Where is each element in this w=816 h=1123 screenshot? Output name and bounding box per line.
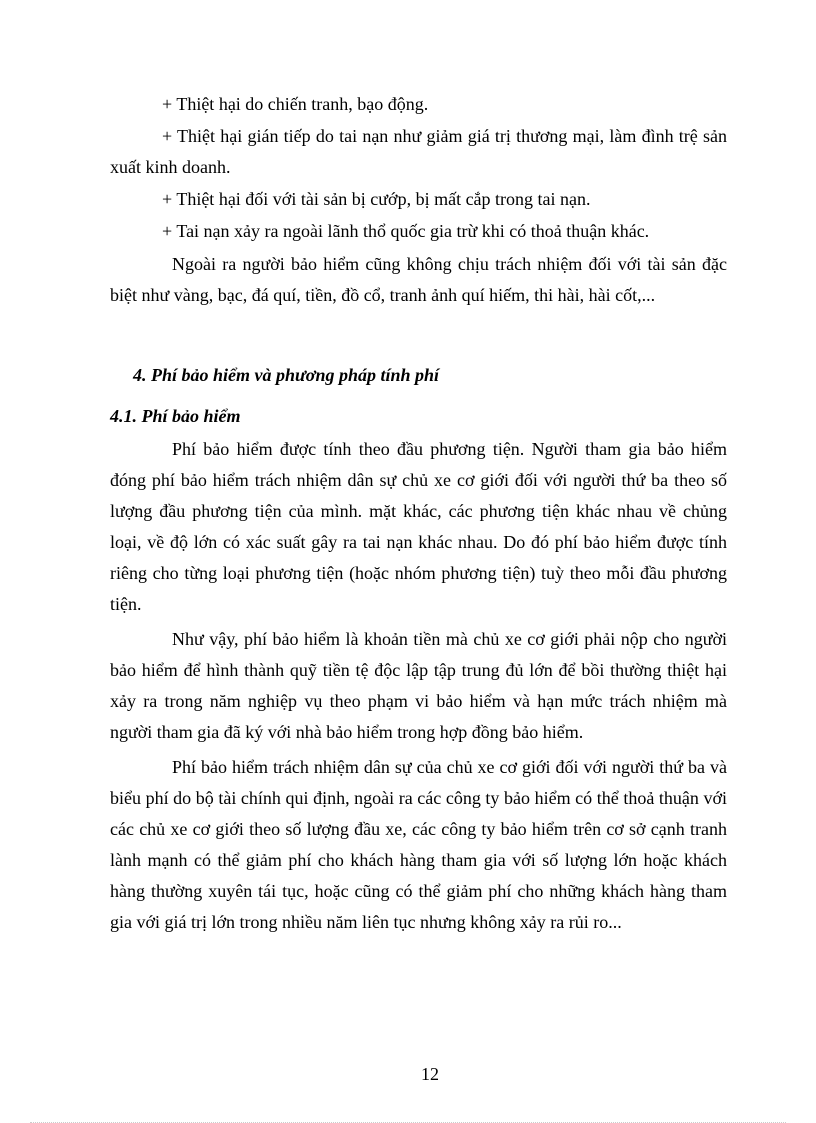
list-item: + Tai nạn xảy ra ngoài lãnh thổ quốc gia trừ khi có thoả thuận khác.: [162, 221, 650, 241]
paragraph: Phí bảo hiểm trách nhiệm dân sự của chủ xe cơ giới đối với người thứ ba và biểu phí do bộ tài chính qui định, ngoài ra các công ty bảo hiểm có thể thoả thuận với các chủ xe cơ giới theo số lượng đầu xe, các công ty bảo hiểm trên cơ sở cạnh tranh lành mạnh có thể giảm phí cho khách hàng tham gia với số lượng lớn hoặc khách hàng thường xuyên tái tục, hoặc cũng có thể giảm phí cho những khách hàng tham gia với giá trị lớn trong nhiều năm liên tục nhưng không xảy ra rủi ro...: [110, 757, 727, 932]
list-item: + Thiệt hại đối với tài sản bị cướp, bị mất cắp trong tai nạn.: [162, 189, 591, 209]
exclusion-list: [110, 89, 727, 311]
list-item: + Thiệt hại do chiến tranh, bạo động.: [162, 94, 429, 114]
sub-heading: 4.1. Phí bảo hiểm: [110, 406, 241, 426]
intro-paragraph: Ngoài ra người bảo hiểm cũng không chịu trách nhiệm đối với tài sản đặc biệt như vàng, bạc, đá quí, tiền, đồ cổ, tranh ảnh quí hiếm, thi hài, hài cốt,...: [110, 254, 727, 305]
list-item: + Thiệt hại gián tiếp do tai nạn như giảm giá trị thương mại, làm đình trệ sản xuất kinh doanh.: [110, 126, 727, 177]
section-heading: 4. Phí bảo hiểm và phương pháp tính phí: [133, 365, 440, 385]
paragraph: Phí bảo hiểm được tính theo đầu phương tiện. Người tham gia bảo hiểm đóng phí bảo hiểm trách nhiệm dân sự chủ xe cơ giới đối với người thứ ba theo số lượng đầu phương tiện của mình. mặt khác, các phương tiện khác nhau về chủng loại, về độ lớn có xác suất gây ra tai nạn khác nhau. Do đó phí bảo hiểm được tính riêng cho từng loại phương tiện (hoặc nhóm phương tiện) tuỳ theo mỗi đầu phương tiện.: [110, 439, 727, 614]
page-number: 12: [421, 1064, 439, 1084]
body-text: [110, 434, 727, 942]
paragraph: Như vậy, phí bảo hiểm là khoản tiền mà chủ xe cơ giới phải nộp cho người bảo hiểm để hình thành quỹ tiền tệ độc lập tập trung đủ lớn để bồi thường thiệt hại xảy ra trong năm nghiệp vụ theo phạm vi bảo hiểm và hạn mức trách nhiệm mà người tham gia đã ký với nhà bảo hiểm trong hợp đồng bảo hiểm.: [110, 629, 727, 742]
